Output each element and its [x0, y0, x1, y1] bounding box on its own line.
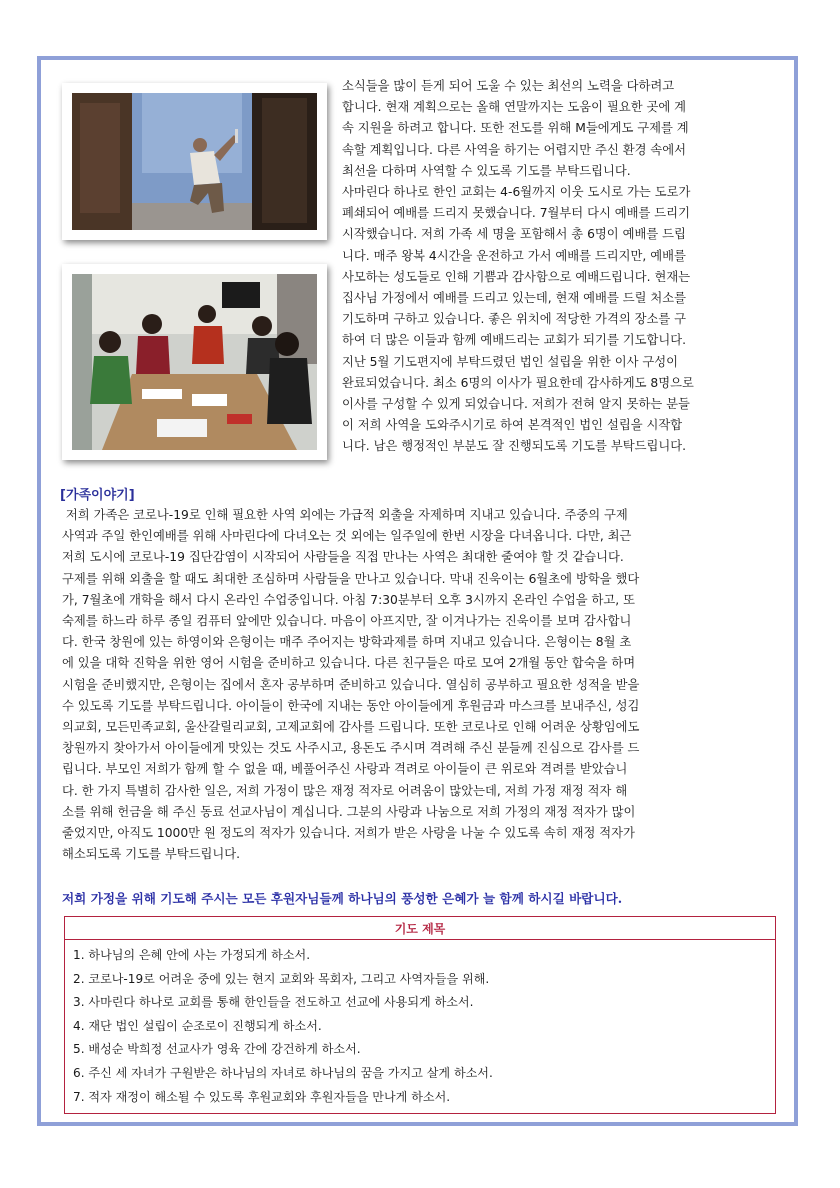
text-line: 속 지원을 하려고 합니다. 또한 전도를 위해 M들에게도 구제를 계 — [342, 121, 689, 136]
prayer-item: 3. 사마린다 하나로 교회를 통해 한인들을 전도하고 선교에 사용되게 하소서. — [73, 995, 474, 1010]
prayer-item: 5. 배성순 박희정 선교사가 영육 간에 강건하게 하소서. — [73, 1042, 361, 1057]
text-line: 완료되었습니다. 최소 6명의 이사가 필요한데 감사하게도 8명으로 — [342, 375, 694, 390]
prayer-item: 1. 하나님의 은혜 안에 사는 가정되게 하소서. — [73, 948, 311, 962]
text-line: 니다. 매주 왕복 4시간을 운전하고 가서 예배를 드리지만, 예배를 — [342, 248, 686, 263]
prayer-items-cell — [65, 940, 776, 1114]
text-line: 저희 가족은 코로나-19로 인해 필요한 사역 외에는 가급적 외출을 자제하며 지내고 있습니다. 주중의 구제 — [62, 508, 628, 522]
photo-worship-meeting — [62, 264, 327, 460]
text-line: 사모하는 성도들로 인해 기쁨과 감사함으로 예배드립니다. 현재는 — [342, 269, 691, 284]
text-line: 시작했습니다. 저희 가족 세 명을 포함해서 총 6명이 예배를 드립 — [342, 227, 686, 242]
photo-painting-wall — [62, 83, 327, 240]
text-line: 다. 한국 창원에 있는 하영이와 은형이는 매주 주어지는 방학과제를 하며 지내고 있습니다. 은형이는 8월 초 — [62, 635, 632, 650]
text-line: 속할 계획입니다. 다른 사역을 하기는 어렵지만 주신 환경 속에서 — [342, 142, 687, 157]
prayer-requests-table — [64, 916, 776, 1114]
text-line: 립니다. 부모인 저희가 함께 할 수 없을 때, 베풀어주신 사랑과 격려로 아이들이 큰 위로와 격려를 받았습니 — [62, 762, 628, 777]
prayer-item: 7. 적자 재정이 해소될 수 있도록 후원교회와 후원자들을 만나게 하소서. — [73, 1089, 451, 1104]
prayer-item: 6. 주신 세 자녀가 구원받은 하나님의 자녀로 하나님의 꿈을 가지고 살게 하소서. — [73, 1065, 493, 1080]
text-line: 사역과 주일 한인예배를 위해 사마린다에 다녀오는 것 외에는 일주일에 한번 시장을 다녀옵니다. 다만, 최근 — [62, 529, 632, 544]
text-line: 창원까지 찾아가서 아이들에게 맛있는 것도 사주시고, 용돈도 주시며 격려해 주신 분들께 진심으로 감사를 드 — [62, 741, 640, 756]
text-line: 합니다. 현재 계획으로는 올해 연말까지는 도움이 필요한 곳에 계 — [342, 100, 687, 115]
blessing-text: 저희 가정을 위해 기도해 주시는 모든 후원자님들께 하나님의 풍성한 은혜가 늘 함께 하시길 바랍니다. — [62, 891, 623, 906]
text-line: 수 있도록 기도를 부탁드립니다. 아이들이 한국에 지내는 동안 아이들에게 후원금과 마스크를 보내주신, 성김 — [62, 698, 640, 713]
text-line: 지난 5월 기도편지에 부탁드렸던 법인 설립을 위한 이사 구성이 — [342, 354, 679, 369]
text-line: 에 있을 대학 진학을 위한 영어 시험을 준비하고 있습니다. 다른 친구들은 따로 모여 2개월 동안 합숙을 하며 — [62, 656, 636, 671]
text-line: 최선을 다하며 사역할 수 있도록 기도를 부탁드립니다. — [342, 163, 631, 178]
text-line: 시험을 준비했지만, 은형이는 집에서 혼자 공부하며 준비하고 있습니다. 열심히 공부하고 필요한 성적을 받을 — [62, 677, 640, 692]
text-line: 저희 도시에 코로나-19 집단감염이 시작되어 사람들을 직접 만나는 사역은 최대한 줄여야 할 것 같습니다. — [62, 550, 624, 565]
prayer-table-title: 기도 제목 — [65, 917, 776, 940]
text-line: 소를 위해 헌금을 해 주신 동료 선교사님이 계십니다. 그분의 사랑과 나눔으로 저희 가정의 재정 적자가 많이 — [62, 804, 636, 819]
text-line: 의교회, 모든민족교회, 울산갈릴리교회, 고제교회에 감사를 드립니다. 또한 코로나로 인해 어려운 상황임에도 — [62, 720, 640, 735]
text-line: 숙제를 하느라 하루 종일 컴퓨터 앞에만 있습니다. 마음이 아프지만, 잘 이겨나가는 진욱이를 보며 감사합니 — [62, 614, 632, 629]
family-story-heading: [가족이야기] — [60, 488, 135, 503]
text-line: 폐쇄되어 예배를 드리지 못했습니다. 7월부터 다시 예배를 드리기 — [342, 206, 690, 221]
prayer-item: 4. 재단 법인 설립이 순조로이 진행되게 하소서. — [73, 1018, 322, 1033]
text-line: 니다. 남은 행정적인 부분도 잘 진행되도록 기도를 부탁드립니다. — [342, 439, 687, 454]
text-line: 사마린다 하나로 한인 교회는 4-6월까지 이웃 도시로 가는 도로가 — [342, 185, 691, 200]
family-paragraph — [62, 505, 780, 865]
text-line: 해소되도록 기도를 부탁드립니다. — [62, 847, 241, 862]
text-line: 소식들을 많이 듣게 되어 도울 수 있는 최선의 노력을 다하려고 — [342, 79, 675, 93]
text-line: 줄었지만, 아직도 1000만 원 정도의 적자가 있습니다. 저희가 받은 사랑을 나눌 수 있도록 속히 재정 적자가 — [62, 826, 635, 841]
text-line: 다. 한 가지 특별히 감사한 일은, 저희 가정이 많은 재정 적자로 어려움이 많았는데, 저희 가정 재정 적자 해 — [62, 783, 628, 798]
text-line: 이사를 구성할 수 있게 되었습니다. 저희가 전혀 알지 못하는 분들 — [342, 397, 690, 412]
text-line: 이 저희 사역을 도와주시기로 하여 본격적인 법인 설립을 시작합 — [342, 418, 683, 433]
prayer-item: 2. 코로나-19로 어려운 중에 있는 현지 교회와 목회자, 그리고 사역자들을 위해. — [73, 971, 490, 986]
text-line: 기도하며 구하고 있습니다. 좋은 위치에 적당한 가격의 장소를 구 — [342, 312, 687, 327]
text-line: 하여 더 많은 이들과 함께 예배드리는 교회가 되기를 기도합니다. — [342, 333, 687, 348]
intro-paragraph — [342, 76, 782, 458]
text-line: 집사님 가정에서 예배를 드리고 있는데, 현재 예배를 드릴 처소를 — [342, 291, 687, 306]
text-line: 가, 7월초에 개학을 해서 다시 온라인 수업중입니다. 아침 7:30분부터 오후 3시까지 온라인 수업을 하고, 또 — [62, 592, 635, 607]
text-line: 구제를 위해 외출을 할 때도 최대한 조심하며 사람들을 만나고 있습니다. 막내 진욱이는 6월초에 방학을 했다 — [62, 571, 640, 586]
